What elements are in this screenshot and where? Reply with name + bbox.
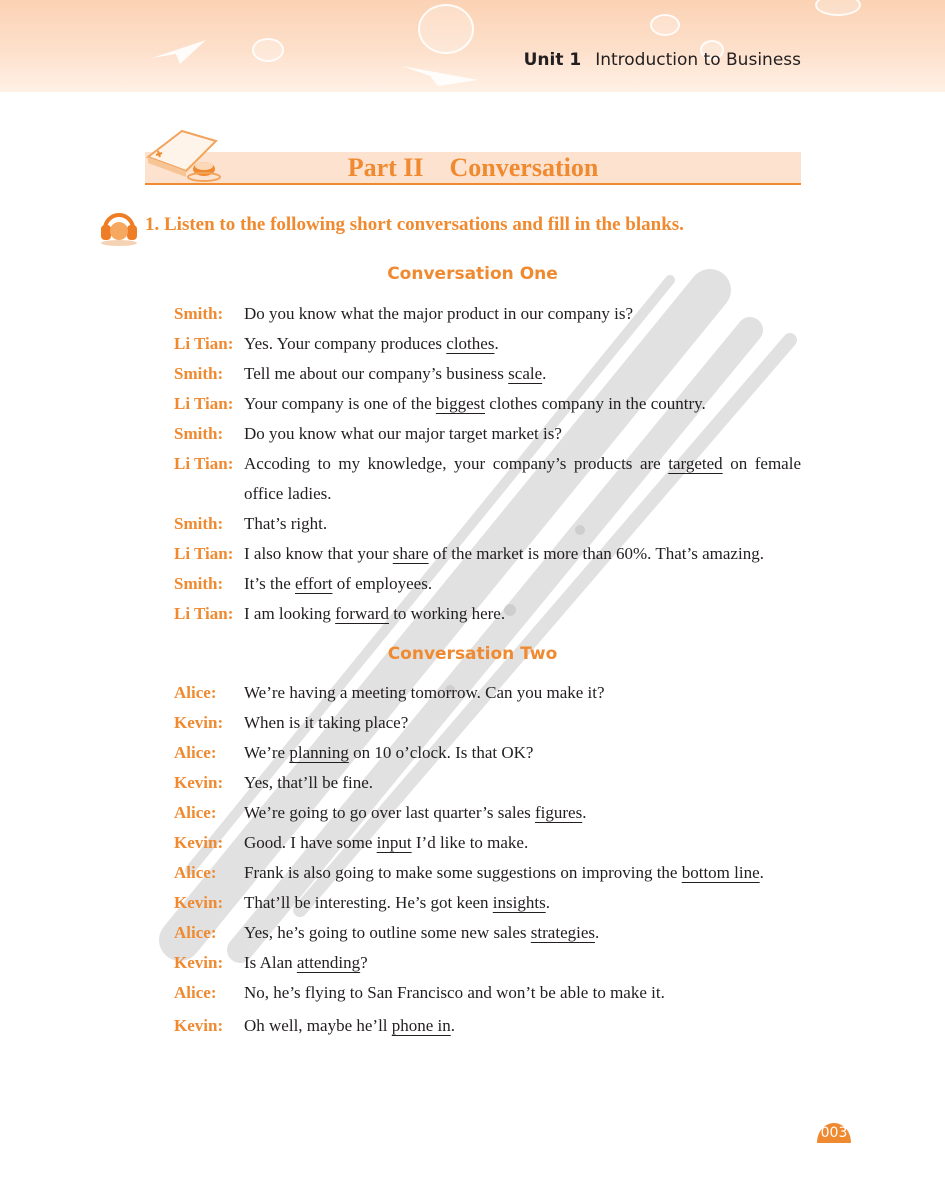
speaker-name: Kevin: <box>174 713 224 732</box>
speaker-name: Smith: <box>174 574 224 593</box>
utterance-text <box>244 569 801 599</box>
utterance-text <box>244 419 801 449</box>
utterance-text <box>244 738 801 768</box>
utterance-segment: to working here. <box>388 604 506 623</box>
utterance-segment: clothes company in the country. <box>484 394 706 413</box>
utterance-text <box>244 888 801 918</box>
bubble-decoration <box>418 4 474 54</box>
utterance-segment: No, he’s flying to San Francisco and won’t be able to make it. <box>244 983 665 1002</box>
speaker-name: Li Tian: <box>174 454 234 473</box>
utterance-segment: . <box>494 334 499 353</box>
speaker-name: Alice: <box>174 983 217 1002</box>
unit-number: Unit 1 <box>523 50 582 70</box>
speaker-name: Kevin: <box>174 773 224 792</box>
bubble-decoration <box>650 14 680 36</box>
utterance-segment: We’re <box>244 743 290 762</box>
utterance-text <box>244 389 801 419</box>
unit-title: Introduction to Business <box>595 50 801 70</box>
utterance-segment: Do you know what our major target market is? <box>244 424 562 443</box>
speaker-name: Alice: <box>174 803 217 822</box>
utterance-text <box>244 918 801 948</box>
utterance-segment: Yes, that’ll be fine. <box>244 773 374 792</box>
utterance-segment: of the market is more than 60%. That’s amazing. <box>428 544 764 563</box>
utterance-segment: Is Alan <box>244 953 297 972</box>
utterance-segment: . <box>759 863 764 882</box>
utterance-text <box>244 678 801 708</box>
speaker-name: Li Tian: <box>174 604 234 623</box>
speaker-name: Li Tian: <box>174 394 234 413</box>
utterance-text <box>244 978 801 1008</box>
speaker-name: Smith: <box>174 424 224 443</box>
page-header-band <box>0 0 945 92</box>
utterance-text <box>244 599 801 629</box>
utterance-segment: Your company is one of the <box>244 394 436 413</box>
utterance-text <box>244 1011 801 1041</box>
utterance-segment: ? <box>360 953 368 972</box>
speaker-name: Alice: <box>174 923 217 942</box>
utterance-segment: of employees. <box>332 574 433 593</box>
utterance-segment: Oh well, maybe he’ll <box>244 1016 392 1035</box>
conversation-two-heading: Conversation Two <box>387 644 558 664</box>
utterance-text <box>244 299 801 329</box>
utterance-segment: Frank is also going to make some suggestions on improving the <box>244 863 682 882</box>
speaker-name: Smith: <box>174 304 224 323</box>
fill-in-answer: attending <box>296 953 361 972</box>
speaker-name: Alice: <box>174 683 217 702</box>
task-instruction: 1. Listen to the following short conversations and fill in the blanks. <box>145 214 684 235</box>
fill-in-answer: strategies <box>530 923 595 942</box>
headphone-icon <box>98 205 140 247</box>
utterance-text <box>244 948 801 978</box>
fill-in-answer: planning <box>289 743 349 762</box>
speaker-name: Alice: <box>174 743 217 762</box>
speaker-name: Smith: <box>174 364 224 383</box>
fill-in-answer: effort <box>295 574 333 593</box>
bubble-decoration <box>815 0 861 16</box>
speaker-name: Kevin: <box>174 893 224 912</box>
speaker-name: Smith: <box>174 514 224 533</box>
fill-in-answer: forward <box>335 604 389 623</box>
utterance-segment: Good. I have some <box>244 833 377 852</box>
utterance-segment: I am looking <box>244 604 336 623</box>
utterance-segment: Accoding to my knowledge, your company’s products are <box>244 454 669 473</box>
utterance-segment: . <box>595 923 600 942</box>
speaker-name: Alice: <box>174 863 217 882</box>
speaker-name: Kevin: <box>174 953 224 972</box>
utterance-segment: . <box>545 893 550 912</box>
utterance-segment: When is it taking place? <box>244 713 409 732</box>
utterance-segment: We’re going to go over last quarter’s sales <box>244 803 536 822</box>
part-title: Part II Conversation <box>347 153 599 182</box>
utterance-segment: Tell me about our company’s business <box>244 364 509 383</box>
utterance-segment: That’s right. <box>244 514 328 533</box>
utterance-segment: Yes. Your company produces <box>244 334 447 353</box>
speaker-name: Kevin: <box>174 833 224 852</box>
speaker-name: Li Tian: <box>174 334 234 353</box>
paper-plane-icon <box>150 38 210 66</box>
utterance-text <box>244 708 801 738</box>
utterance-text <box>244 359 801 389</box>
utterance-text <box>244 329 801 359</box>
utterance-segment: on 10 o’clock. Is that OK? <box>348 743 534 762</box>
fill-in-answer: phone in <box>391 1016 451 1035</box>
utterance-segment: Yes, he’s going to outline some new sales <box>244 923 531 942</box>
fill-in-answer: share <box>392 544 429 563</box>
utterance-text <box>244 509 801 539</box>
utterance-text <box>244 768 801 798</box>
utterance-segment: . <box>450 1016 456 1035</box>
speaker-name: Kevin: <box>174 1016 224 1035</box>
utterance-segment: . <box>542 364 547 383</box>
page-number: 003 <box>820 1125 848 1141</box>
utterance-text <box>244 449 801 509</box>
fill-in-answer: input <box>376 833 412 852</box>
fill-in-answer: bottom line <box>681 863 760 882</box>
bubble-decoration <box>252 38 284 62</box>
fill-in-answer: scale <box>508 364 543 383</box>
paper-plane-icon <box>400 58 480 88</box>
utterance-segment: Do you know what the major product in our company is? <box>244 304 634 323</box>
book-and-tea-icon <box>142 127 222 185</box>
running-header <box>524 50 801 70</box>
conversation-one-heading: Conversation One <box>387 264 558 284</box>
utterance-text <box>244 828 801 858</box>
utterance-segment: It’s the <box>244 574 295 593</box>
utterance-segment: I also know that your <box>244 544 393 563</box>
fill-in-answer: biggest <box>435 394 485 413</box>
utterance-segment: We’re having a meeting tomorrow. Can you make it? <box>244 683 605 702</box>
speaker-name: Li Tian: <box>174 544 234 563</box>
utterance-segment: I’d like to make. <box>411 833 529 852</box>
utterance-text <box>244 858 801 888</box>
utterance-text <box>244 539 801 569</box>
fill-in-answer: targeted <box>668 454 723 473</box>
fill-in-answer: clothes <box>446 334 495 353</box>
utterance-segment: That’ll be interesting. He’s got keen <box>244 893 493 912</box>
utterance-text <box>244 798 801 828</box>
fill-in-answer: figures <box>535 803 583 822</box>
fill-in-answer: insights <box>492 893 546 912</box>
part-banner <box>145 152 801 185</box>
utterance-segment: on female office ladies. <box>244 454 801 503</box>
utterance-segment: . <box>582 803 587 822</box>
